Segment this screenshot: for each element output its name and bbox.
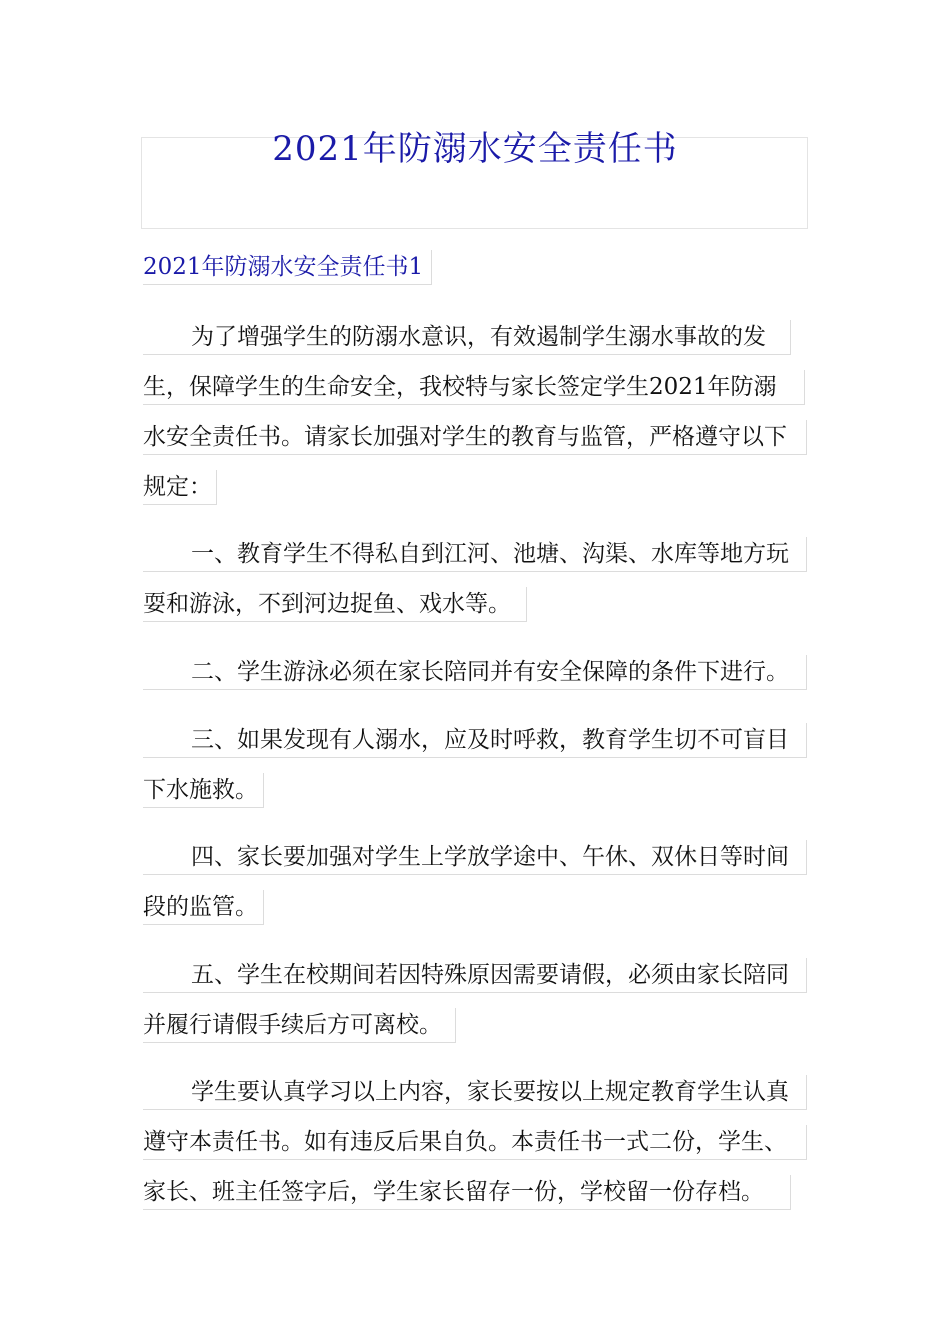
paragraph-line: 耍和游泳，不到河边捉鱼、戏水等。 — [143, 587, 527, 622]
paragraph-line: 段的监管。 — [143, 890, 264, 925]
paragraph-line: 水安全责任书。请家长加强对学生的教育与监管，严格遵守以下 — [143, 420, 807, 455]
paragraph-line: 学生要认真学习以上内容，家长要按以上规定教育学生认真 — [143, 1075, 807, 1110]
paragraph-line: 家长、班主任签字后，学生家长留存一份，学校留一份存档。 — [143, 1175, 791, 1210]
section-heading: 2021年防溺水安全责任书1 — [143, 250, 432, 285]
paragraph-line: 下水施救。 — [143, 773, 264, 808]
paragraph-line: 二、学生游泳必须在家长陪同并有安全保障的条件下进行。 — [143, 655, 807, 690]
paragraph-line: 生，保障学生的生命安全，我校特与家长签定学生2021年防溺 — [143, 370, 805, 405]
paragraph-line: 遵守本责任书。如有违反后果自负。本责任书一式二份，学生、 — [143, 1125, 807, 1160]
document-title: 2021年防溺水安全责任书 — [272, 129, 678, 169]
paragraph-line: 四、家长要加强对学生上学放学途中、午休、双休日等时间 — [143, 840, 807, 875]
paragraph-line: 五、学生在校期间若因特殊原因需要请假，必须由家长陪同 — [143, 958, 807, 993]
paragraph-line: 三、如果发现有人溺水，应及时呼救，教育学生切不可盲目 — [143, 723, 807, 758]
paragraph-line: 规定： — [143, 470, 217, 505]
paragraph-line: 一、教育学生不得私自到江河、池塘、沟渠、水库等地方玩 — [143, 537, 807, 572]
paragraph-line: 并履行请假手续后方可离校。 — [143, 1008, 456, 1043]
paragraph-line: 为了增强学生的防溺水意识，有效遏制学生溺水事故的发 — [143, 320, 791, 355]
